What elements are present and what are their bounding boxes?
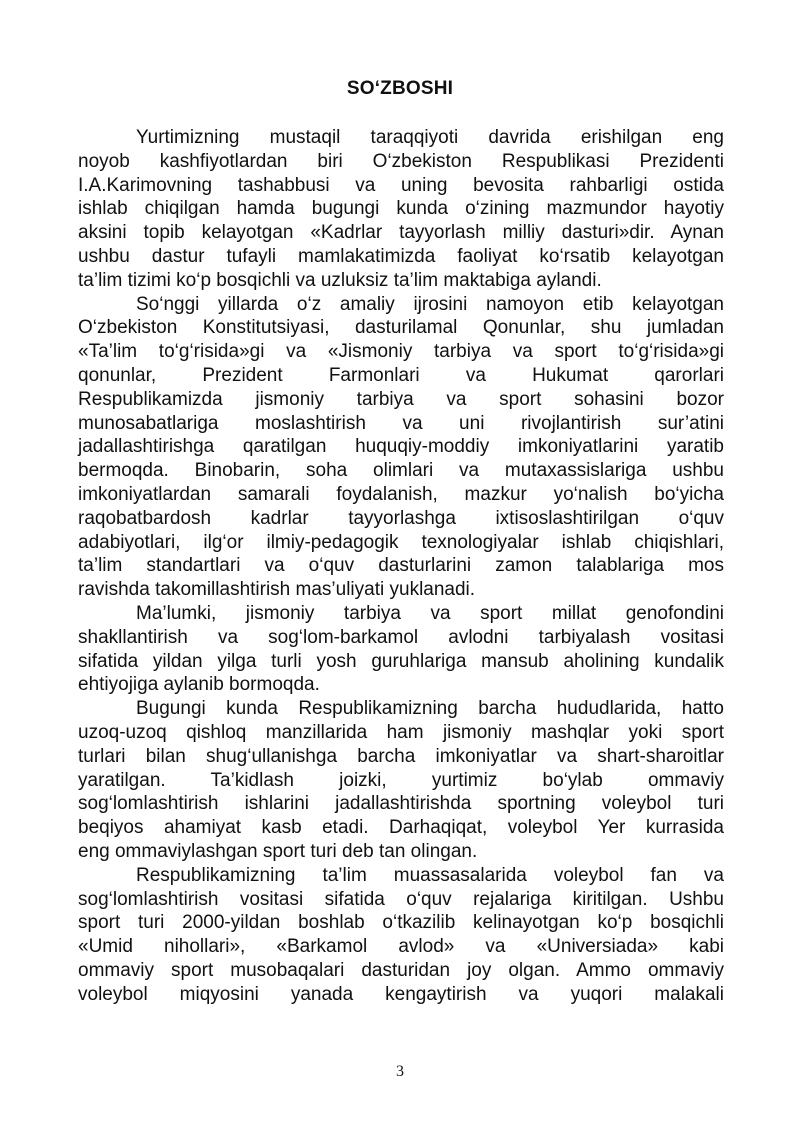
text-line: O‘zbekiston Konstitutsiyasi, dasturilamal Qonunlar, shu jumladan	[78, 317, 724, 339]
text-line: ommaviy sport musobaqalari dasturidan joy olgan. Ammo ommaviy	[78, 959, 724, 981]
text-line: munosabatlariga moslashtirish va uni rivojlantirish sur’atini	[78, 412, 724, 434]
text-line: turlari bilan shug‘ullanishga barcha imkoniyatlar va shart-sharoitlar	[78, 745, 724, 767]
paragraph	[78, 864, 724, 1007]
text-line: sog‘lomlashtirish vositasi sifatida o‘quv rejalariga kiritilgan. Ushbu	[78, 888, 724, 910]
text-line: eng ommaviylashgan sport turi deb tan olingan.	[78, 840, 478, 862]
text-line: sport turi 2000-yildan boshlab o‘tkazilib kelinayotgan ko‘p bosqichli	[78, 912, 724, 934]
text-line: ravishda takomillashtirish mas’uliyati yuklanadi.	[78, 579, 476, 601]
text-line: ta’lim tizimi ko‘p bosqichli va uzluksiz ta’lim maktabiga aylandi.	[78, 269, 602, 291]
paragraph	[78, 126, 724, 293]
text-line: Yurtimizning mustaqil taraqqiyoti davrida erishilgan eng	[136, 127, 724, 148]
page-number: 3	[396, 1063, 404, 1080]
text-line: aksini topib kelayotgan «Kadrlar tayyorlash milliy dasturi»dir. Aynan	[78, 222, 724, 244]
text-line: qonunlar, Prezident Farmonlari va Hukumat qarorlari	[78, 364, 724, 386]
text-line: voleybol miqyosini yanada kengaytirish va yuqori malakali	[78, 983, 724, 1005]
text-line: So‘nggi yillarda o‘z amaliy ijrosini namoyon etib kelayotgan	[136, 293, 724, 315]
text-line: beqiyos ahamiyat kasb etadi. Darhaqiqat, voleybol Yer kurrasida	[78, 817, 724, 839]
text-line: uzoq-uzoq qishloq manzillarida ham jismoniy mashqlar yoki sport	[78, 721, 724, 743]
body-text	[78, 126, 724, 1006]
text-line: «Umid nihollari», «Barkamol avlod» va «Universiada» kabi	[78, 936, 724, 958]
text-line: Respublikamizda jismoniy tarbiya va sport sohasini bozor	[78, 388, 724, 410]
text-line: sog‘lomlashtirish ishlarini jadallashtirishda sportning voleybol turi	[78, 793, 724, 815]
paragraph	[78, 602, 724, 697]
text-line: ta’lim standartlari va o‘quv dasturlarini zamon talablariga mos	[78, 555, 724, 577]
text-line: shakllantirish va sog‘lom-barkamol avlodni tarbiyalash vositasi	[78, 626, 724, 648]
text-line: I.A.Karimovning tashabbusi va uning bevosita rahbarligi ostida	[78, 174, 724, 196]
text-line: bermoqda. Binobarin, soha olimlari va mutaxassislariga ushbu	[78, 460, 724, 482]
paragraph	[78, 293, 724, 602]
text-line: imkoniyatlardan samarali foydalanish, mazkur yo‘nalish bo‘yicha	[78, 483, 724, 505]
text-line: jadallashtirishga qaratilgan huquqiy-moddiy imkoniyatlarini yaratib	[78, 436, 724, 458]
text-line: raqobatbardosh kadrlar tayyorlashga ixtisoslashtirilgan o‘quv	[78, 507, 724, 529]
text-line: ehtiyojiga aylanib bormoqda.	[78, 674, 320, 696]
text-line: adabiyotlari, ilg‘or ilmiy-pedagogik texnologiyalar ishlab chiqishlari,	[78, 531, 724, 553]
text-line: yaratilgan. Ta’kidlash joizki, yurtimiz bo‘ylab ommaviy	[78, 769, 724, 791]
paragraph	[78, 697, 724, 864]
text-line: ushbu dastur tufayli mamlakatimizda faoliyat ko‘rsatib kelayotgan	[78, 245, 724, 267]
text-line: Ma’lumki, jismoniy tarbiya va sport millat genofondini	[136, 602, 724, 624]
text-line: noyob kashfiyotlardan biri O‘zbekiston Respublikasi Prezidenti	[78, 150, 724, 172]
text-line: Respublikamizning ta’lim muassasalarida voleybol fan va	[136, 864, 724, 886]
text-line: sifatida yildan yilga turli yosh guruhlariga mansub aholining kundalik	[78, 650, 724, 672]
text-line: ishlab chiqilgan hamda bugungi kunda o‘zining mazmundor hayotiy	[78, 198, 724, 220]
page-title: SO‘ZBOSHI	[346, 78, 454, 99]
text-line: Bugungi kunda Respublikamizning barcha hududlarida, hatto	[136, 698, 724, 720]
text-line: «Ta’lim to‘g‘risida»gi va «Jismoniy tarbiya va sport to‘g‘risida»gi	[78, 341, 724, 363]
